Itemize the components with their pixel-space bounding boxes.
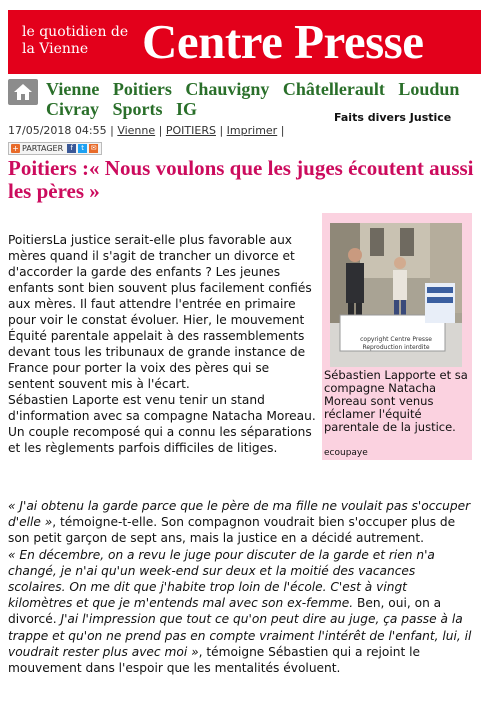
nav-link-civray[interactable]: Civray bbox=[46, 99, 99, 119]
photo-box bbox=[322, 213, 472, 460]
facebook-icon[interactable]: f bbox=[67, 144, 76, 153]
nav-link-sports[interactable]: Sports bbox=[112, 99, 163, 119]
masthead[interactable] bbox=[8, 10, 481, 74]
article-body-narrow bbox=[8, 232, 316, 456]
nav-link-poitiers[interactable]: Poitiers bbox=[112, 79, 172, 99]
photo-watermark-1: copyright Centre Presse bbox=[360, 336, 432, 343]
meta-separator: | bbox=[280, 124, 285, 137]
nav-link-chatellerault[interactable]: Châtellerault bbox=[282, 79, 385, 99]
email-icon[interactable]: ✉ bbox=[90, 144, 97, 152]
paragraph-text: , témoigne Sébastien qui a rejoint le mouvement dans l'espoir que les mentalités évoluent. bbox=[8, 644, 421, 676]
article-title: Poitiers :« Nous voulons que les juges écoutent aussi les pères » bbox=[8, 156, 474, 203]
article-datetime: 17/05/2018 04:55 bbox=[8, 124, 107, 137]
site-logo[interactable]: Centre Presse bbox=[142, 14, 424, 69]
nav-link-ig[interactable]: IG bbox=[176, 99, 198, 119]
share-label: PARTAGER bbox=[22, 144, 64, 153]
nav-link-chauvigny[interactable]: Chauvigny bbox=[185, 79, 270, 99]
twitter-icon[interactable]: t bbox=[78, 144, 87, 153]
photo-watermark-2: Reproduction interdite bbox=[362, 344, 430, 351]
quote-text: « En décembre, on a revu le juge pour discuter de la garde et rien n'a changé, je n'ai qu'un week-end sur deux et la moitié des vacances scolaires. On me dit que j'habite trop loin de l'école. C'est à vingt kilomètres et que je m'entends mal avec son ex-femme. bbox=[8, 547, 435, 611]
meta-separator: | bbox=[110, 124, 114, 137]
home-button[interactable] bbox=[8, 79, 38, 105]
meta-separator: | bbox=[158, 124, 163, 137]
article-paragraph-4 bbox=[8, 547, 474, 677]
photo-caption: Sébastien Lapporte et sa compagne Natacha Moreau sont venus réclamer l'équité parentale de la justice. bbox=[324, 368, 468, 434]
photo-illustration bbox=[330, 223, 462, 367]
nav-link-vienne[interactable]: Vienne bbox=[46, 79, 100, 99]
breadcrumb-poitiers[interactable]: POITIERS bbox=[165, 124, 216, 137]
article-paragraph-1: PoitiersLa justice serait-elle plus favorable aux mères quand il s'agit de trancher un divorce et d'accorder la garde des enfants ? Les jeunes enfants sont bien souvent plus facilement confiés aux mères. Il faut attendre l'entrée en primaire pour voir le constat évoluer. Hier, le mouvement Équité parentale appelait à des rassemblements devant tous les tribunaux de grande instance de France pour porter la voix des pères qui se sentent souvent mis à l'écart. bbox=[8, 233, 312, 391]
paragraph-text: , témoigne-t-elle. Son compagnon voudrait bien s'occuper plus de son petit garçon de sept ans, mais la justice en a décidé autrement. bbox=[8, 515, 456, 546]
quote-text: « J'ai obtenu la garde parce que le père de ma fille ne voulait pas s'occuper d'elle » bbox=[8, 499, 471, 530]
nav-link-loudun[interactable]: Loudun bbox=[398, 79, 460, 99]
section-label: Faits divers Justice bbox=[334, 111, 452, 124]
print-link[interactable]: Imprimer bbox=[226, 124, 278, 137]
article-body-wide bbox=[8, 498, 474, 676]
share-button[interactable] bbox=[8, 142, 102, 155]
plus-icon: + bbox=[12, 144, 19, 153]
meta-separator: | bbox=[219, 124, 224, 137]
breadcrumb-vienne[interactable]: Vienne bbox=[117, 124, 156, 137]
photo-credit: ecoupaye bbox=[324, 448, 368, 458]
home-icon bbox=[12, 82, 34, 102]
site-tagline: le quotidien de la Vienne bbox=[22, 24, 129, 57]
article-meta bbox=[8, 124, 284, 137]
paragraph-text: Ben, oui, on a divorcé. bbox=[8, 596, 442, 627]
article-paragraph-2: Sébastien Laporte est venu tenir un stand d'information avec sa compagne Natacha Moreau. Un couple recomposé qui a connu les séparations et les règlements parfois difficiles de litiges. bbox=[8, 393, 316, 455]
article-paragraph-3 bbox=[8, 498, 474, 547]
quote-text: J'ai l'impression que tout ce qu'on peut dire au juge, ça passe à la trappe et qu'on ne prend pas en compte vraiment l'intérêt de l'enfant, lui, il voudrait rester plus avec moi » bbox=[8, 612, 472, 659]
article-photo[interactable] bbox=[330, 223, 462, 367]
